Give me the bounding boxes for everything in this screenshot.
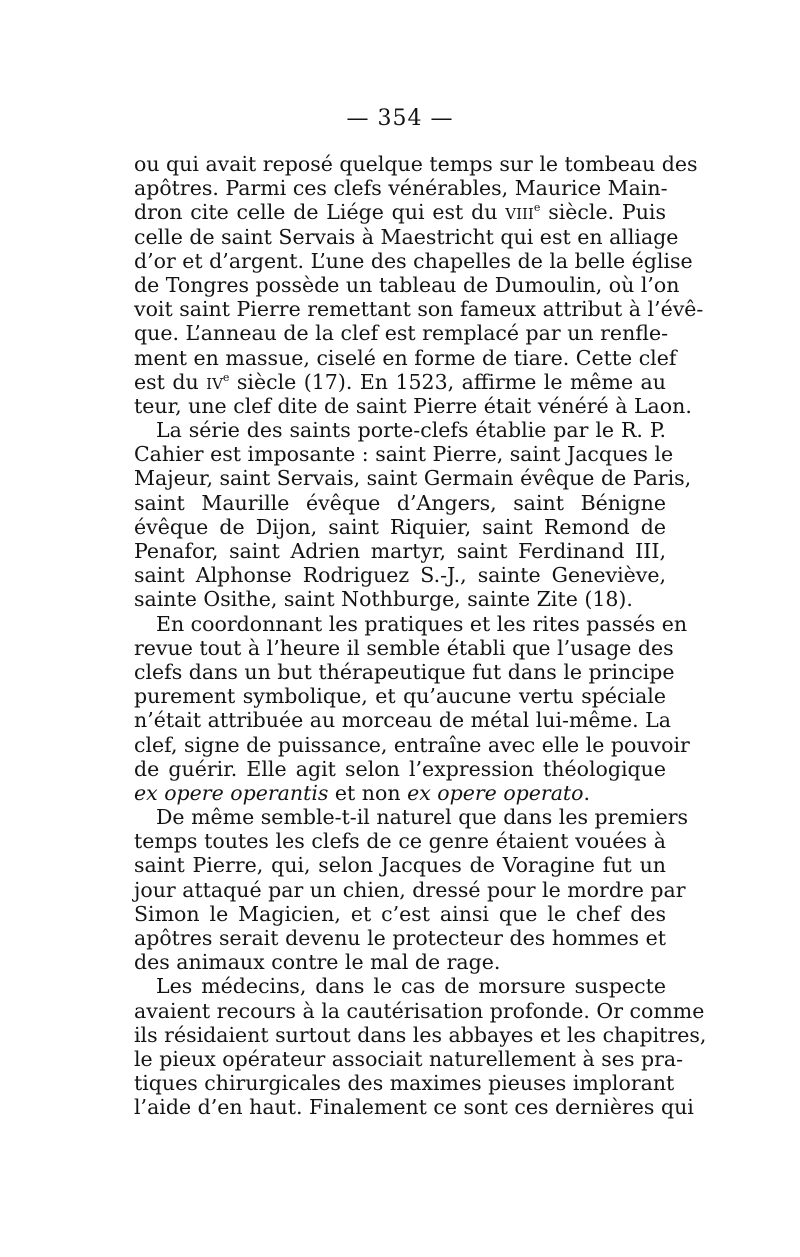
text-span: ment en massue, ciselé en forme de tiare. Cette clef xyxy=(134,345,677,370)
text-span: saint Maurille évêque d’Angers, saint Bénigne xyxy=(134,490,666,515)
text-line xyxy=(134,902,666,926)
text-span: saint Alphonse Rodriguez S.-J., sainte Geneviève, xyxy=(134,563,666,588)
text-line xyxy=(134,539,666,563)
italic-phrase: ex opere operato xyxy=(407,780,584,805)
superscript: e xyxy=(222,370,230,384)
text-span: temps toutes les clefs de ce genre étaient vouées à xyxy=(134,829,666,854)
text-span: purement symbolique, et qu’aucune vertu spéciale xyxy=(134,684,666,709)
text-span: d’or et d’argent. L’une des chapelles de la belle église xyxy=(134,248,693,273)
text-span: revue tout à l’heure il semble établi que l’usage des xyxy=(134,635,674,660)
text-line xyxy=(134,635,674,660)
text-span: siècle (17). En 1523, affirme le même au xyxy=(229,369,666,394)
text-line xyxy=(134,442,674,467)
text-line xyxy=(134,732,690,757)
text-line xyxy=(134,829,666,853)
text-span: celle de saint Servais à Maestricht qui est en alliage xyxy=(134,224,679,249)
text-line xyxy=(134,877,686,902)
text-span: ils résidaient surtout dans les abbayes et les chapitres, xyxy=(134,1022,707,1047)
text-line xyxy=(134,272,680,297)
text-span: de guérir. Elle agit selon l’expression théologique xyxy=(134,756,666,781)
text-line xyxy=(134,491,666,515)
text-line xyxy=(134,224,679,249)
text-line xyxy=(134,1022,707,1047)
text-span: apôtres serait devenu le protecteur des hommes et xyxy=(134,926,666,950)
text-span: Simon le Magicien, et c’est ainsi que le chef des xyxy=(134,901,666,926)
text-span: Penafor, saint Adrien martyr, saint Ferdinand III, xyxy=(134,539,666,563)
text-span: clef, signe de puissance, entraîne avec elle le pouvoir xyxy=(134,732,690,757)
text-span: et non xyxy=(328,780,408,805)
text-line xyxy=(134,926,666,950)
text-line xyxy=(134,998,705,1023)
text-span: des animaux contre le mal de rage. xyxy=(134,950,501,975)
text-span: l’aide d’en haut. Finalement ce sont ces dernières qui xyxy=(134,1095,694,1120)
text-span: De même semble-t-il naturel que dans les premiers xyxy=(156,805,689,830)
text-span: saint Pierre, qui, selon Jacques de Voragine fut un xyxy=(134,853,666,878)
text-line xyxy=(134,563,666,587)
text-span: apôtres. Parmi ces clefs vénérables, Maurice Main- xyxy=(134,176,668,201)
century-numeral: VIII xyxy=(505,205,534,224)
text-span: que. L’anneau de la clef est remplacé par un renfle- xyxy=(134,321,669,346)
text-line xyxy=(134,1095,694,1120)
text-span: teur, une clef dite de saint Pierre était vénéré à Laon. xyxy=(134,393,692,418)
text-span: dron cite celle de Liége qui est du xyxy=(134,200,498,225)
text-span: Majeur, saint Servais, saint Germain évêque de Paris, xyxy=(134,466,692,491)
text-span: Cahier est imposante : saint Pierre, saint Jacques le xyxy=(134,442,674,467)
text-line xyxy=(134,805,689,830)
text-span: avaient recours à la cautérisation profonde. Or comme xyxy=(134,998,705,1023)
text-line xyxy=(134,345,677,370)
text-line xyxy=(134,370,666,394)
text-line xyxy=(134,974,666,998)
body-text xyxy=(134,152,707,1120)
text-line xyxy=(134,176,666,200)
text-span: jour attaqué par un chien, dressé pour le mordre par xyxy=(134,877,686,902)
text-line xyxy=(134,515,666,539)
text-span: Les médecins, dans le cas de morsure suspecte xyxy=(156,974,666,999)
italic-phrase: ex opere operantis xyxy=(134,780,329,805)
text-span: est du xyxy=(134,369,199,394)
text-line xyxy=(134,393,692,418)
text-line xyxy=(134,321,669,346)
text-line xyxy=(134,466,692,491)
text-line xyxy=(134,950,666,974)
text-span: ou qui avait reposé quelque temps sur le tombeau des xyxy=(134,152,698,176)
text-span: La série des saints porte-clefs établie par le R. P. xyxy=(156,418,666,443)
text-line xyxy=(134,611,688,636)
century-numeral: IV xyxy=(206,374,223,393)
text-line xyxy=(134,1071,675,1096)
text-line xyxy=(134,781,666,805)
text-line xyxy=(134,587,666,611)
text-span: siècle. Puis xyxy=(540,200,666,225)
text-line xyxy=(134,418,666,442)
text-line xyxy=(134,757,666,781)
text-line xyxy=(134,1046,684,1071)
text-span: . xyxy=(583,780,591,805)
text-line xyxy=(134,708,671,733)
text-line xyxy=(134,684,666,708)
page-number: — 354 — xyxy=(346,106,454,131)
text-line xyxy=(134,297,704,322)
text-span: le pieux opérateur associait naturellement à ses pra- xyxy=(134,1046,684,1071)
text-span: évêque de Dijon, saint Riquier, saint Remond de xyxy=(134,514,666,539)
superscript: e xyxy=(533,201,541,215)
text-span: sainte Osithe, saint Nothburge, sainte Zite (18). xyxy=(134,587,633,612)
text-line xyxy=(134,853,666,877)
text-line xyxy=(134,248,693,273)
text-line xyxy=(134,152,698,176)
text-span: En coordonnant les pratiques et les rites passés en xyxy=(156,611,688,636)
text-span: n’était attribuée au morceau de métal lui-même. La xyxy=(134,708,671,733)
text-span: de Tongres possède un tableau de Dumoulin, où l’on xyxy=(134,272,680,297)
text-span: tiques chirurgicales des maximes pieuses implorant xyxy=(134,1071,675,1096)
text-line xyxy=(134,200,666,224)
text-span: clefs dans un but thérapeutique fut dans le principe xyxy=(134,659,675,684)
text-line xyxy=(134,659,675,684)
text-span: voit saint Pierre remettant son fameux attribut à l’évê- xyxy=(134,297,704,322)
